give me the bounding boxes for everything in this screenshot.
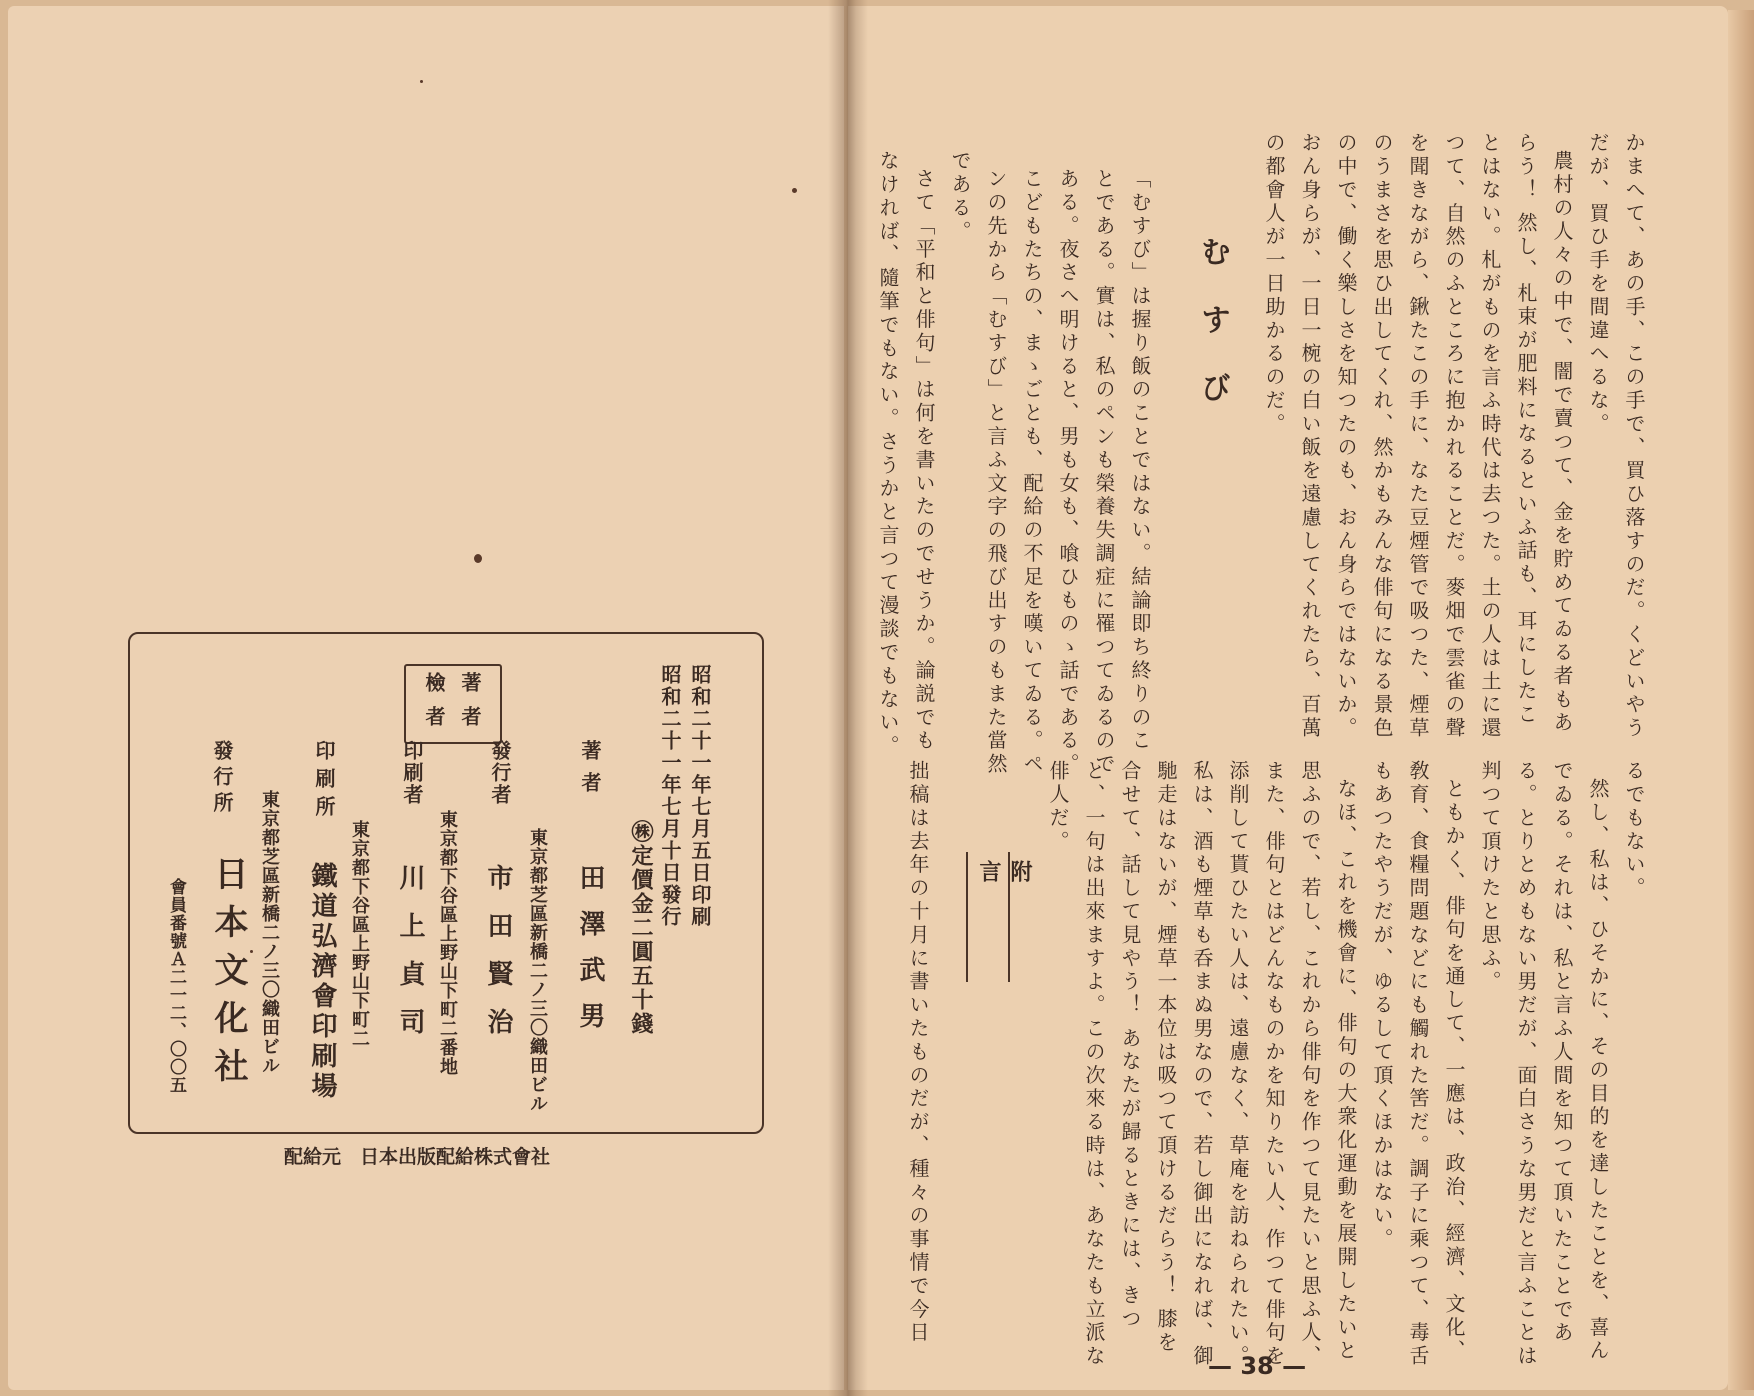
text-column: また、俳句とはどんなものかを知りたい人、作つて俳句を xyxy=(1262,760,1286,1369)
stamp-label: 著者 xyxy=(458,672,482,740)
text-column: 然し、私は、ひそかに、その目的を達したことを、喜ん xyxy=(1586,778,1610,1363)
text-column: もあつたやうだが、ゆるして頂くほかはない。 xyxy=(1370,760,1394,1252)
paper-speck xyxy=(792,188,797,193)
issuer-address: 東京都芝區新橋二ノ三〇織田ビル xyxy=(259,790,280,1075)
paper-speck xyxy=(420,80,423,83)
price: ㊑定價金二圓五十錢 xyxy=(628,820,654,1036)
text-column: 判つて頂けたと思ふ。 xyxy=(1478,760,1502,994)
print-shop-name: 鐵道弘濟會印刷場 xyxy=(307,862,337,1102)
fuki-text: 拙稿は去年の十月に書いたものだが、種々の事情で今日 xyxy=(906,760,930,1345)
text-column: の中で、働く樂しさを知つたのも、おん身らではないか。 xyxy=(1334,132,1358,741)
printer-address: 東京都下谷區上野山下町二番地 xyxy=(437,810,458,1076)
text-column: 合せて、話して見やう！ あなたが歸るときには、きつ xyxy=(1118,760,1142,1332)
text-column: の都會人が一日助かるのだ。 xyxy=(1262,132,1286,437)
text-column: 思ふので、若し、これから俳句を作つて見たいと思ふ人、 xyxy=(1298,760,1322,1369)
stamp-label: 檢者 xyxy=(422,672,446,740)
text-column: おん身らが、一日一椀の白い飯を遠慮してくれたら、百萬 xyxy=(1298,132,1322,741)
text-column: さて「平和と俳句」は何を書いたのでせうか。論説でも xyxy=(912,168,936,753)
text-column: ともかく、俳句を通して、一應は、政治、經濟、文化、 xyxy=(1442,778,1466,1363)
issuer-label: 發行所 xyxy=(210,740,234,818)
fuki-heading-box xyxy=(966,852,1033,982)
author-label: 著者 xyxy=(578,740,602,804)
text-column: ある。夜さへ明けると、男も女も、喰ひものゝ話である。 xyxy=(1056,168,1080,777)
text-column: でゐる。それは、私と言ふ人間を知つて頂いたことであ xyxy=(1550,760,1574,1345)
author-name: 田澤武男 xyxy=(575,864,605,1048)
paper-speck xyxy=(474,554,482,563)
text-column: とである。實は、私のペンも榮養失調症に罹つてゐるので xyxy=(1092,168,1116,777)
issuer-name: 日本文化社 xyxy=(208,856,248,1096)
text-column: 「むすび」は握り飯のことではない。結論即ち終りのこ xyxy=(1128,168,1152,753)
member-number: 會員番號Ａ二一二、〇〇五 xyxy=(166,878,186,1094)
issued-date: 昭和二十一年七月十日發行 xyxy=(658,664,682,928)
text-column: とはない。札がものを言ふ時代は去つた。土の人は土に還 xyxy=(1478,132,1502,741)
text-column: 俳人だ。 xyxy=(1046,760,1070,854)
text-column: こどもたちの、まゝごとも、配給の不足を嘆いてゐる。ペ xyxy=(1020,168,1044,777)
text-column: 敎育、食糧問題などにも觸れた筈だ。調子に乘つて、毒舌 xyxy=(1406,760,1430,1369)
print-shop-address: 東京都下谷區上野山下町二 xyxy=(349,820,370,1048)
text-column: である。 xyxy=(948,150,972,244)
text-column: だが、買ひ手を間違へるな。 xyxy=(1586,132,1610,437)
text-column: らう！ 然し、札束が肥料になるといふ話も、耳にしたこ xyxy=(1514,132,1538,727)
printed-date: 昭和二十一年七月五日印刷 xyxy=(688,664,712,928)
text-column: なほ、これを機會に、俳句の大衆化運動を展開したいと xyxy=(1334,778,1358,1363)
text-column: 私は、酒も煙草も呑まぬ男なので、若し御出になれば、御 xyxy=(1190,760,1214,1369)
text-column: 農村の人々の中で、闇で賣つて、金を貯めてゐる者もあ xyxy=(1550,150,1574,735)
text-column: つて、自然のふところに抱かれることだ。麥畑で雲雀の聲 xyxy=(1442,132,1466,741)
page-number: — 38 — xyxy=(1208,1352,1307,1380)
publisher-name: 市田賢治 xyxy=(483,864,513,1056)
text-column: る。とりとめもない男だが、面白さうな男だと言ふことは xyxy=(1514,760,1538,1369)
text-column: なければ、隨筆でもない。さうかと言つて漫談でもない。 xyxy=(876,150,900,759)
text-column: と、一句は出來ますよ。この次來る時は、あなたも立派な xyxy=(1082,760,1106,1369)
text-column: ンの先から「むすび」と言ふ文字の飛び出すのもまた當然 xyxy=(984,168,1008,777)
text-column: 添削して貰ひたい人は、遠慮なく、草庵を訪ねられたい。 xyxy=(1226,760,1250,1369)
text-column: を聞きながら、鍬たこの手に、なた豆煙管で吸つた、煙草 xyxy=(1406,132,1430,741)
page-edge xyxy=(1728,10,1754,1390)
inspection-stamp-box xyxy=(404,664,502,744)
distributor: 配給元 日本出版配給株式會社 xyxy=(284,1146,551,1168)
book-gutter xyxy=(828,0,868,1396)
printer-label: 印刷者 xyxy=(400,740,424,806)
publisher-label: 發行者 xyxy=(488,740,512,806)
fuki-heading: 附言 xyxy=(976,860,1033,922)
text-column: のうまさを思ひ出してくれ、然かもみんな俳句になる景色 xyxy=(1370,132,1394,741)
publisher-address: 東京都芝區新橋二ノ三〇織田ビル xyxy=(527,828,548,1113)
text-column: かまへて、あの手、この手で、買ひ落すのだ。くどいやう xyxy=(1622,132,1646,741)
text-column: 馳走はないが、煙草一本位は吸つて頂けるだらう！ 膝を xyxy=(1154,760,1178,1355)
section-title: むすび xyxy=(1195,236,1230,440)
printer-name: 川上貞司 xyxy=(395,864,425,1056)
print-shop-label: 印刷所 xyxy=(312,740,336,824)
text-column: るでもない。 xyxy=(1622,760,1646,901)
